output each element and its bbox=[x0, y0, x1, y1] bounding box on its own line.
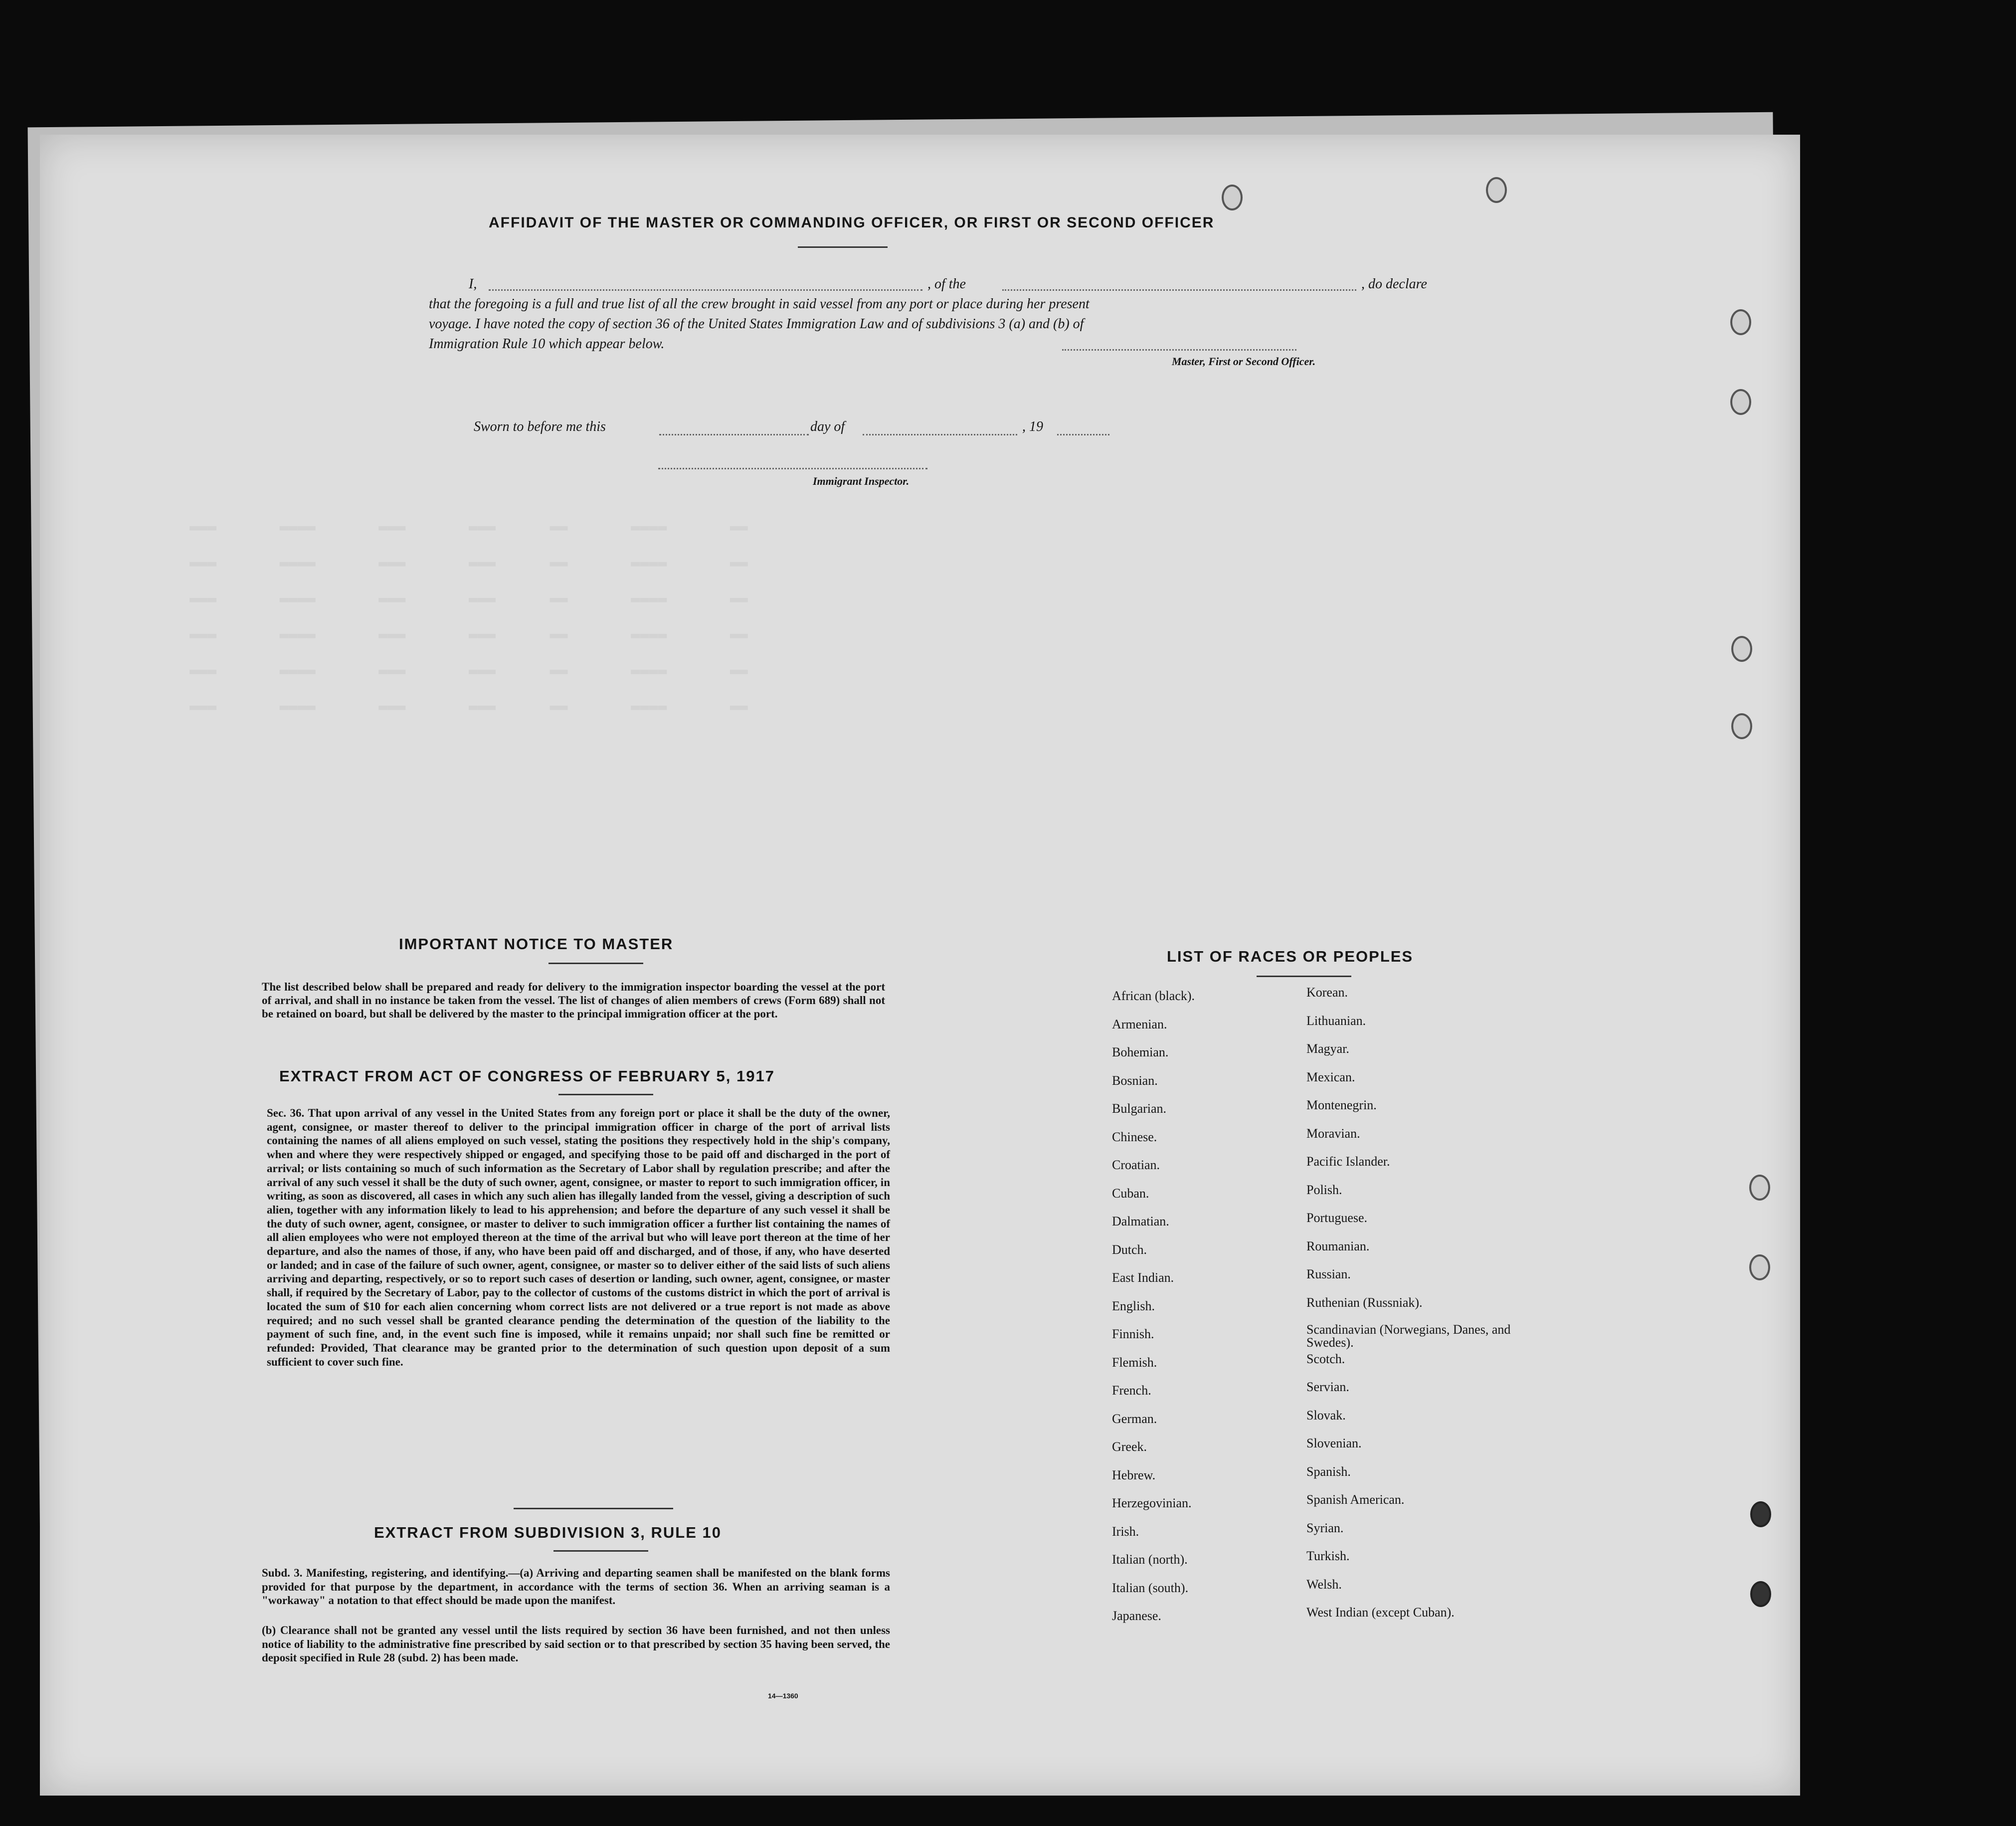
sworn-line bbox=[474, 419, 1172, 439]
race-item: Mexican. bbox=[1306, 1069, 1355, 1084]
race-item: Chinese. bbox=[1112, 1129, 1157, 1144]
race-item: Bosnian. bbox=[1112, 1073, 1158, 1088]
bleed-through: ▬▬▬ ▬▬▬▬ ▬▬▬ ▬▬▬ ▬▬ ▬▬▬▬ ▬▬ ▬▬▬ ▬▬▬▬ ▬▬▬ ▬▬▬ ▬▬ ▬▬▬▬ ▬▬ ▬▬▬ ▬▬▬▬ ▬▬▬ ▬▬▬ ▬▬ ▬▬▬▬ ▬▬ ▬▬▬ ▬▬▬▬ ▬▬▬ ▬▬▬ ▬▬ ▬▬▬▬ ▬▬ ▬▬▬ ▬▬▬▬ ▬▬▬ ▬▬▬ ▬▬ ▬▬▬▬ ▬▬ ▬▬▬ ▬▬▬▬ ▬▬▬ ▬▬▬ ▬▬ ▬▬▬▬ ▬▬ bbox=[189, 519, 748, 716]
race-item: Irish. bbox=[1112, 1524, 1139, 1539]
punch-hole bbox=[1750, 1501, 1771, 1527]
race-item: Japanese. bbox=[1112, 1609, 1161, 1623]
race-item: West Indian (except Cuban). bbox=[1306, 1605, 1455, 1620]
sworn-text: Sworn to before me this bbox=[474, 419, 606, 434]
race-item: Roumanian. bbox=[1306, 1238, 1370, 1253]
race-item: Slovak. bbox=[1306, 1408, 1346, 1422]
race-item: Russian. bbox=[1306, 1267, 1351, 1281]
day-of-text: day of bbox=[810, 419, 845, 434]
race-item: Moravian. bbox=[1306, 1126, 1360, 1141]
act-end-rule bbox=[514, 1508, 673, 1509]
race-item: Ruthenian (Russniak). bbox=[1306, 1295, 1423, 1310]
race-item: Bohemian. bbox=[1112, 1045, 1169, 1059]
race-item: Hebrew. bbox=[1112, 1467, 1156, 1482]
race-item: English. bbox=[1112, 1298, 1155, 1313]
race-item: East Indian. bbox=[1112, 1270, 1174, 1285]
races-right-column bbox=[1306, 985, 1526, 1633]
affidavit-declare: , do declare bbox=[1361, 276, 1427, 292]
race-item: Welsh. bbox=[1306, 1577, 1342, 1592]
signature-field[interactable] bbox=[1062, 339, 1296, 351]
punch-hole bbox=[1222, 185, 1243, 210]
race-item: Dalmatian. bbox=[1112, 1214, 1169, 1228]
race-item: Bulgarian. bbox=[1112, 1101, 1167, 1116]
rule-para-a: Subd. 3. Manifesting, registering, and identifying.—(a) Arriving and departing seamen shall be manifested on the blank forms provided for that purpose by the department, in accordance with the terms of section 36. When an arriving seaman is a "workaway" a notation to that effect should be made upon the manifest. bbox=[262, 1567, 890, 1607]
race-item: Magyar. bbox=[1306, 1041, 1349, 1056]
inspector-label: Immigrant Inspector. bbox=[813, 475, 910, 487]
rule-title: EXTRACT FROM SUBDIVISION 3, RULE 10 bbox=[374, 1524, 722, 1541]
race-item: Korean. bbox=[1306, 985, 1348, 1000]
act-underline bbox=[558, 1094, 653, 1095]
affidavit-line3: voyage. I have noted the copy of section 36 of the United States Immigration Law and of subdivisions 3 (a) and (b) of bbox=[429, 316, 1084, 332]
race-item: Turkish. bbox=[1306, 1549, 1350, 1563]
punch-hole bbox=[1730, 389, 1751, 415]
year-text: , 19 bbox=[1022, 419, 1043, 434]
race-item: Finnish. bbox=[1112, 1327, 1154, 1341]
punch-hole bbox=[1750, 1581, 1771, 1607]
race-item: Scotch. bbox=[1306, 1351, 1345, 1366]
rule-underline bbox=[553, 1550, 648, 1552]
signature-label: Master, First or Second Officer. bbox=[1172, 355, 1316, 368]
race-item: Syrian. bbox=[1306, 1520, 1344, 1535]
race-item: Cuban. bbox=[1112, 1186, 1149, 1201]
notice-title: IMPORTANT NOTICE TO MASTER bbox=[399, 935, 674, 953]
races-left-column bbox=[1112, 989, 1301, 1637]
race-item: Italian (south). bbox=[1112, 1580, 1189, 1595]
punch-hole bbox=[1486, 177, 1507, 203]
punch-hole bbox=[1749, 1175, 1770, 1201]
sworn-day-field[interactable] bbox=[659, 421, 809, 435]
affidavit-of-the: , of the bbox=[927, 276, 966, 292]
race-item: Montenegrin. bbox=[1306, 1098, 1377, 1112]
race-item: Portuguese. bbox=[1306, 1211, 1368, 1225]
notice-body: The list described below shall be prepared and ready for delivery to the immigration inspector boarding the vessel at the port of arrival, and shall in no instance be taken from the vessel. The list of changes of alien members of crews (Form 689) shall not be retained on board, but shall be delivered by the master to the principal immigration officer at the port. bbox=[262, 981, 885, 1020]
race-item: Spanish. bbox=[1306, 1464, 1351, 1479]
punch-hole bbox=[1731, 636, 1752, 662]
race-item: African (black). bbox=[1112, 989, 1195, 1003]
act-title: EXTRACT FROM ACT OF CONGRESS OF FEBRUARY 5, 1917 bbox=[279, 1067, 775, 1085]
race-item: Herzegovinian. bbox=[1112, 1496, 1192, 1510]
race-item: Spanish American. bbox=[1306, 1492, 1405, 1507]
race-item: Slovenian. bbox=[1306, 1436, 1362, 1450]
race-item: Pacific Islander. bbox=[1306, 1154, 1390, 1169]
form-number: 14—1360 bbox=[768, 1692, 798, 1700]
race-item: Dutch. bbox=[1112, 1242, 1147, 1257]
sworn-year-field[interactable] bbox=[1057, 421, 1109, 435]
races-underline bbox=[1257, 976, 1351, 977]
race-item: Flemish. bbox=[1112, 1355, 1157, 1370]
race-item: Polish. bbox=[1306, 1182, 1342, 1197]
race-item: Armenian. bbox=[1112, 1016, 1167, 1031]
title-underline bbox=[798, 246, 888, 248]
name-field[interactable] bbox=[489, 276, 922, 291]
race-item: German. bbox=[1112, 1411, 1157, 1426]
punch-hole bbox=[1730, 309, 1751, 335]
races-title: LIST OF RACES OR PEOPLES bbox=[1167, 948, 1414, 965]
affidavit-i: I, bbox=[469, 276, 477, 292]
affidavit-line4: Immigration Rule 10 which appear below. bbox=[429, 336, 665, 352]
race-item: French. bbox=[1112, 1383, 1151, 1398]
vessel-field[interactable] bbox=[1002, 276, 1356, 291]
race-item: Italian (north). bbox=[1112, 1552, 1188, 1567]
affidavit-title: AFFIDAVIT OF THE MASTER OR COMMANDING OFFICER, OR FIRST OR SECOND OFFICER bbox=[489, 214, 1215, 231]
punch-hole bbox=[1749, 1254, 1770, 1280]
punch-hole bbox=[1731, 713, 1752, 739]
sworn-month-field[interactable] bbox=[863, 421, 1017, 435]
race-item: Lithuanian. bbox=[1306, 1013, 1366, 1028]
inspector-signature-field[interactable] bbox=[658, 458, 927, 469]
race-item: Croatian. bbox=[1112, 1158, 1160, 1172]
race-item: Scandinavian (Norwegians, Danes, and Swedes). bbox=[1306, 1322, 1511, 1350]
notice-underline bbox=[549, 963, 643, 964]
rule-para-b: (b) Clearance shall not be granted any vessel until the lists required by section 36 have been furnished, and not then unless notice of liability to the administrative fine prescribed by said section or to that prescribed by section 35 having been served, the deposit specified in Rule 28 (subd. 2) has been made. bbox=[262, 1624, 890, 1664]
race-item: Greek. bbox=[1112, 1439, 1147, 1454]
act-body: Sec. 36. That upon arrival of any vessel in the United States from any foreign port or place it shall be the duty of the owner, agent, consignee, or master thereof to deliver to the principal immigration officer in charge of the port of arrival lists containing the names of all aliens employed on such vessel, stating the positions they respectively hold in the ship's company, when and where they were respectively shipped or engaged, and specifying those to be paid off and discharged in the port of arrival; or lists containing so much of such information as the Secretary of Labor shall by regulation prescribe; and after the arrival of any such vessel it shall be the duty of such owner, agent, consignee, or master to report to such immigration officer, in writing, as soon as discovered, all cases in which any such alien has illegally landed from the vessel, giving a description of such alien, together with any information likely to lead to his apprehension; and before the departure of any such vessel it shall be the duty of such owner, agent, consignee, or master to deliver to such immigration officer a further list containing the names of all alien employees who were not employed thereon at the time of the arrival but who will leave port thereon at the time of her departure, and also the names of those, if any, who have been paid off and discharged, and of those, if any, who have deserted or landed; and in case of the failure of such owner, agent, consignee, or master so to deliver either of the said lists of such aliens arriving and departing, respectively, or so to report such cases of desertion or landing, such owner, agent, consignee, or master shall, if required by the Secretary of Labor, pay to the collector of customs of the customs district in which the port of arrival is located the sum of $10 for each alien concerning whom correct lists are not delivered or a true report is not made as above required; and no such vessel shall be granted clearance pending the determination of the question of the liability to the payment of such fine, and, in the event such fine is imposed, while it remains unpaid; nor shall such fine be remitted or refunded: Provided, That clearance may be granted prior to the determination of such question upon deposit of a sum sufficient to cover such fine. bbox=[267, 1107, 890, 1368]
document-page bbox=[40, 135, 1800, 1796]
affidavit-line2: that the foregoing is a full and true list of all the crew brought in said vessel from any port or place during her present bbox=[429, 296, 1090, 312]
race-item: Servian. bbox=[1306, 1380, 1349, 1394]
